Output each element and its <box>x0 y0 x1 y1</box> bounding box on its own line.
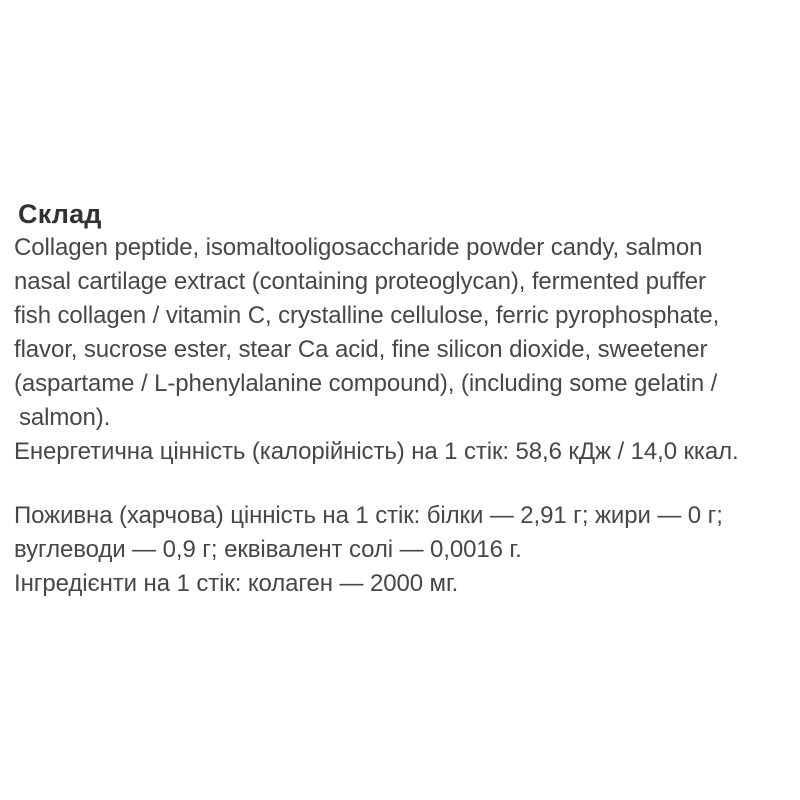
nutrition-paragraph <box>14 499 766 567</box>
ingredients-line-2: nasal cartilage extract (containing proteoglycan), fermented puffer <box>14 268 706 295</box>
energy-value-line: Енергетична цінність (калорійність) на 1 стік: 58,6 кДж / 14,0 ккал. <box>14 438 739 465</box>
ingredients-paragraph <box>14 231 766 435</box>
nutrition-line-1: Поживна (харчова) цінність на 1 стік: білки — 2,91 г; жири — 0 г; <box>14 502 723 529</box>
ingredients-line-6: salmon). <box>19 404 111 431</box>
composition-heading: Склад <box>18 199 102 229</box>
ingredients-line-4: flavor, sucrose ester, stear Ca acid, fine silicon dioxide, sweetener <box>14 336 708 363</box>
ingredients-line-5: (aspartame / L-phenylalanine compound), (including some gelatin / <box>14 370 718 397</box>
ingredients-line-3: fish collagen / vitamin C, crystalline cellulose, ferric pyrophosphate, <box>14 302 720 329</box>
nutrition-line-2: вуглеводи — 0,9 г; еквівалент солі — 0,0016 г. <box>14 536 522 563</box>
ingredients-per-stick-line: Інгредієнти на 1 стік: колаген — 2000 мг. <box>14 570 459 597</box>
ingredients-line-1: Collagen peptide, isomaltooligosaccharide powder candy, salmon <box>14 234 703 261</box>
